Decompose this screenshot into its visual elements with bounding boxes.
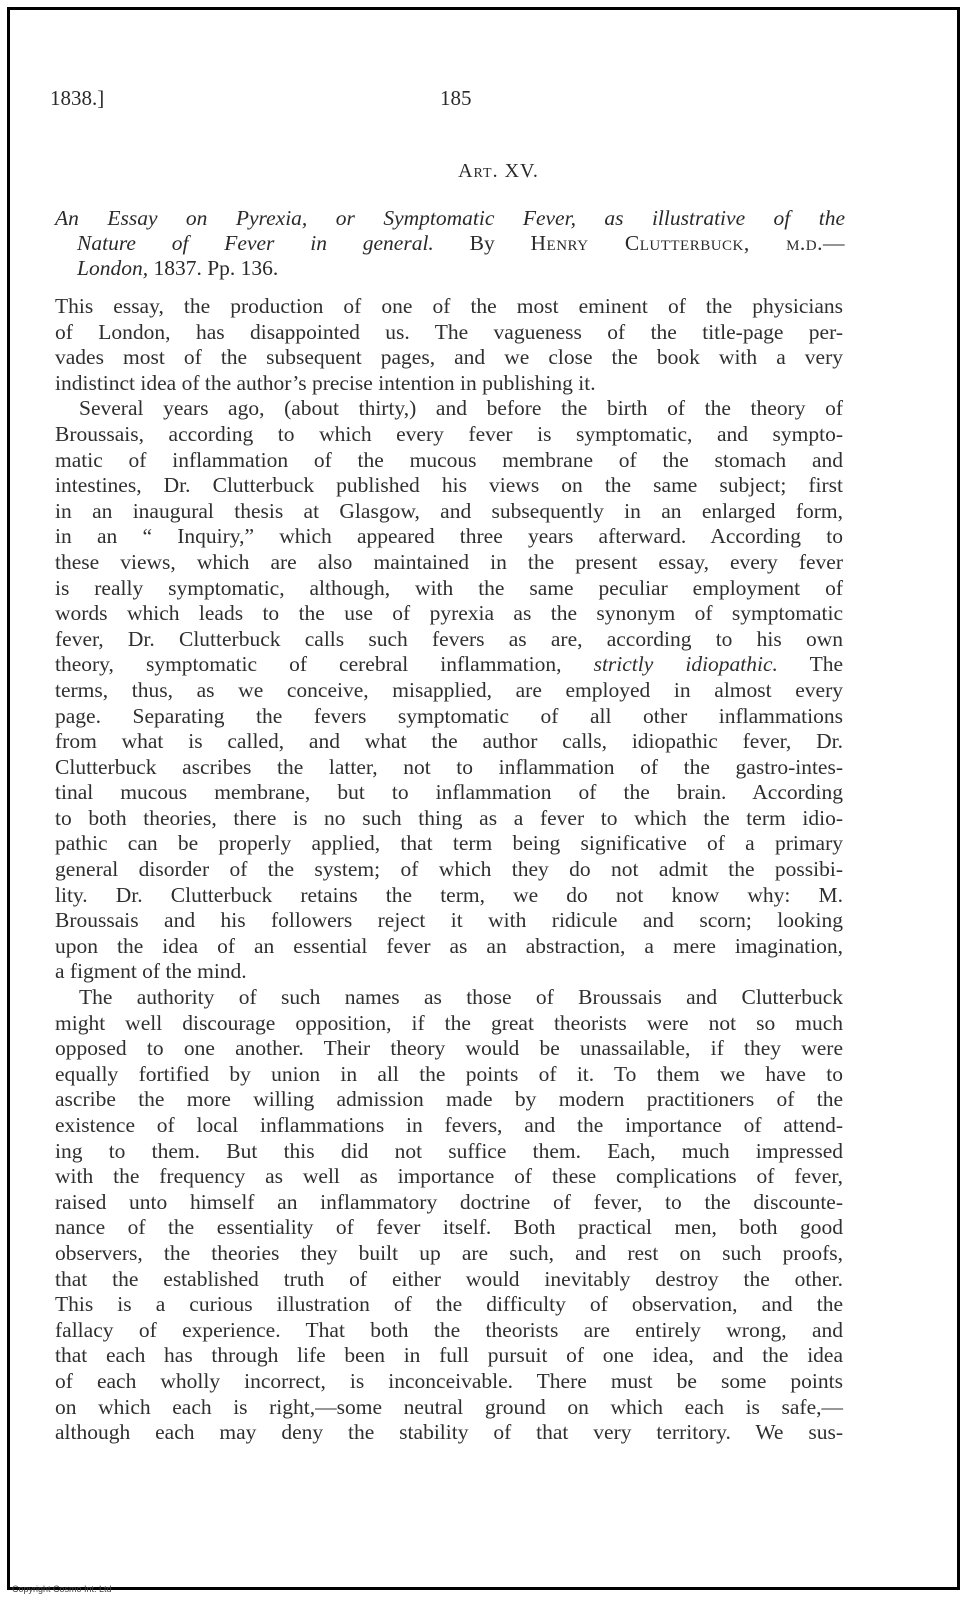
publication-details: 1837. Pp. 136. xyxy=(153,256,279,280)
page-frame xyxy=(7,7,960,1590)
body-line: Broussais and his followers reject it with ridicule and scorn; looking xyxy=(55,908,843,933)
running-head xyxy=(50,86,917,116)
body-line: of each wholly incorrect, is inconceivable. There must be some points xyxy=(55,1368,843,1393)
body-line: these views, which are also maintained in the present essay, every fever xyxy=(55,549,843,574)
body-line: in an “ Inquiry,” which appeared three years afterward. According to xyxy=(55,524,843,549)
article-body xyxy=(55,294,843,1446)
page-number: 185 xyxy=(440,86,472,110)
copyright-notice: Copyright Cosmo Int. Ltd xyxy=(12,1584,112,1594)
body-line: tinal mucous membrane, but to inflammation of the brain. According xyxy=(55,780,843,805)
body-line: upon the idea of an essential fever as an abstraction, a mere imagination, xyxy=(55,933,843,958)
body-line: on which each is right,—some neutral ground on which each is safe,— xyxy=(55,1394,843,1419)
body-line: of London, has disappointed us. The vagueness of the title-page per- xyxy=(55,319,843,344)
body-line-text: theory, symptomatic of cerebral inflammation, xyxy=(55,652,562,677)
body-line: lity. Dr. Clutterbuck retains the term, we do not know why: M. xyxy=(55,882,843,907)
body-line: although each may deny the stability of that very territory. We sus- xyxy=(55,1420,843,1445)
body-line: a figment of the mind. xyxy=(55,959,247,984)
body-line: general disorder of the system; of which they do not admit the possibi- xyxy=(55,857,843,882)
body-line: intestines, Dr. Clutterbuck published his views on the same subject; first xyxy=(55,473,843,498)
title-line-1: An Essay on Pyrexia, or Symptomatic Fever, as illustrative of the xyxy=(55,206,845,230)
body-line: This is a curious illustration of the difficulty of observation, and the xyxy=(55,1292,843,1317)
body-line: equally fortified by union in all the points of it. To them we have to xyxy=(55,1061,843,1086)
body-line: ascribe the more willing admission made by modern practitioners of the xyxy=(55,1087,843,1112)
header-year: 1838.] xyxy=(50,86,105,110)
review-title xyxy=(55,206,845,281)
body-line: terms, thus, as we conceive, misapplied, are employed in almost every xyxy=(55,677,843,702)
body-line: nance of the essentiality of fever itself. Both practical men, both good xyxy=(55,1215,843,1240)
body-line: is really symptomatic, although, with the same peculiar employment of xyxy=(55,575,843,600)
body-line: that the established truth of either would inevitably destroy the other. xyxy=(55,1266,843,1291)
body-line: words which leads to the use of pyrexia as the synonym of symptomatic xyxy=(55,601,843,626)
body-line: might well discourage opposition, if the great theorists were not so much xyxy=(55,1010,843,1035)
emphasis-strictly-idiopathic: strictly idiopathic. xyxy=(593,652,778,677)
body-line: ing to them. But this did not suffice them. Each, much impressed xyxy=(55,1138,843,1163)
body-line: The authority of such names as those of Broussais and Clutterbuck xyxy=(79,985,843,1010)
publication-place: London, xyxy=(77,256,149,280)
article-number: Art. XV. xyxy=(458,160,539,182)
body-line: vades most of the subsequent pages, and we close the book with a very xyxy=(55,345,843,370)
body-line: with the frequency as well as importance of these complications of fever, xyxy=(55,1164,843,1189)
body-line-emphasis xyxy=(55,652,843,678)
body-line: matic of inflammation of the mucous membrane of the stomach and xyxy=(55,447,843,472)
body-line-tail: The xyxy=(809,652,844,677)
body-line: from what is called, and what the author calls, idiopathic fever, Dr. xyxy=(55,729,843,754)
body-line: to both theories, there is no such thing as a fever to which the term idio- xyxy=(55,805,843,830)
body-line: pathic can be properly applied, that term being significative of a primary xyxy=(55,831,843,856)
body-line: fever, Dr. Clutterbuck calls such fevers as are, according to his own xyxy=(55,626,843,651)
author-name: Henry Clutterbuck, m.d.— xyxy=(530,231,845,255)
body-line: page. Separating the fevers symptomatic of all other inflammations xyxy=(55,703,843,728)
title-line-2-italic: Nature of Fever in general. xyxy=(77,231,434,255)
body-line: indistinct idea of the author’s precise intention in publishing it. xyxy=(55,370,596,395)
body-line: Broussais, according to which every fever is symptomatic, and sympto- xyxy=(55,421,843,446)
body-line: fallacy of experience. That both the theorists are entirely wrong, and xyxy=(55,1317,843,1342)
body-line: in an inaugural thesis at Glasgow, and subsequently in an enlarged form, xyxy=(55,498,843,523)
body-line: observers, the theories they built up are such, and rest on such proofs, xyxy=(55,1240,843,1265)
body-line: existence of local inflammations in fevers, and the importance of attend- xyxy=(55,1113,843,1137)
title-by: By xyxy=(469,231,495,255)
body-line: that each has through life been in full pursuit of one idea, and the idea xyxy=(55,1343,843,1368)
body-line: opposed to one another. Their theory would be unassailable, if they were xyxy=(55,1036,843,1061)
body-line: Several years ago, (about thirty,) and before the birth of the theory of xyxy=(79,396,843,421)
body-line: Clutterbuck ascribes the latter, not to inflammation of the gastro-intes- xyxy=(55,754,843,779)
body-line: raised unto himself an inflammatory doctrine of fever, to the discounte- xyxy=(55,1189,843,1214)
body-line: This essay, the production of one of the most eminent of the physicians xyxy=(55,294,843,318)
